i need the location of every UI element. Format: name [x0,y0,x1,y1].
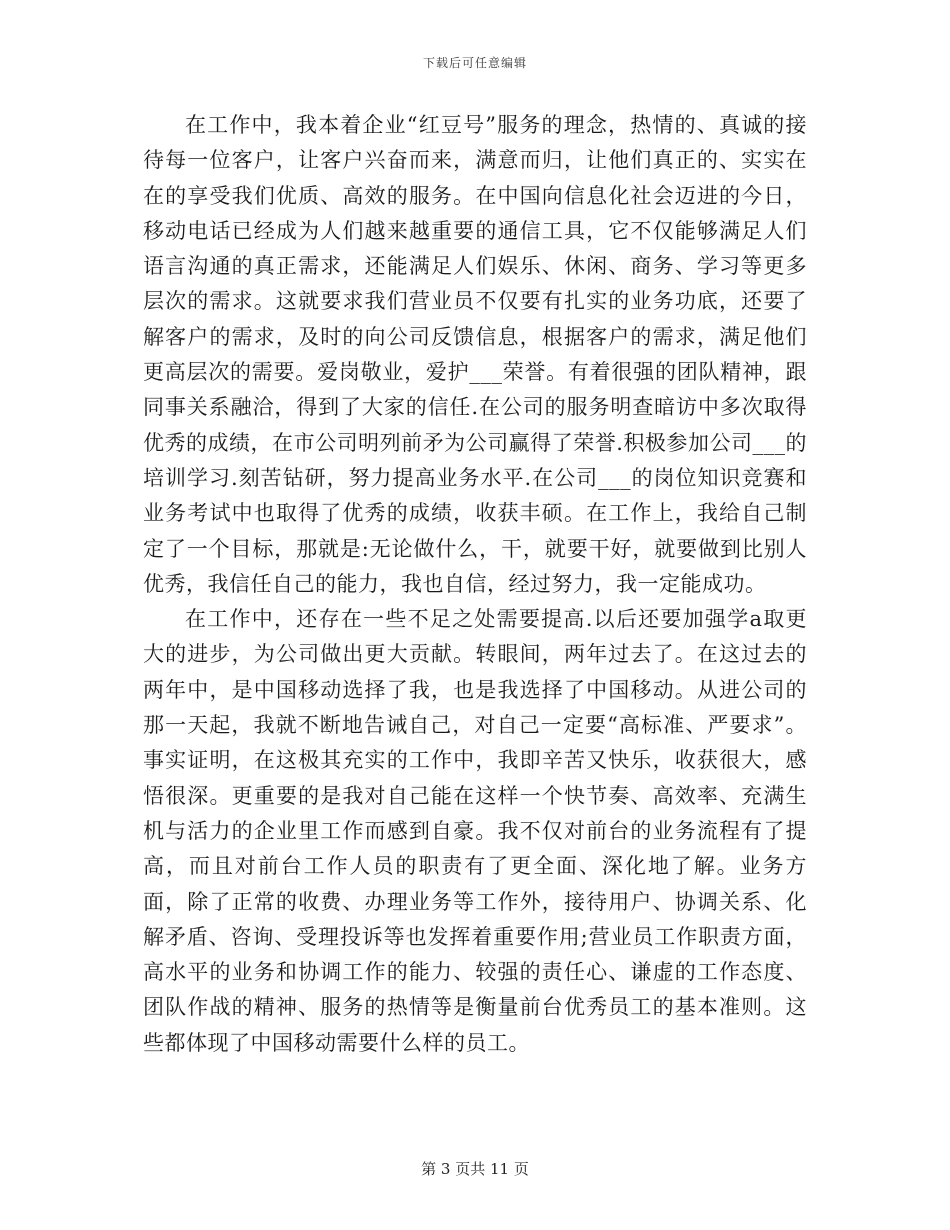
paragraph-2: 在工作中，还存在一些不足之处需要提高.以后还要加强学a取更大的进步，为公司做出更大贡献。转眼间，两年过去了。在这过去的两年中，是中国移动选择了我，也是我选择了中国移动。从进公司的那一天起，我就不断地告诫自己，对自己一定要“高标准、严要求”。事实证明，在这极其充实的工作中，我即辛苦又快乐，收获很大，感悟很深。更重要的是我对自己能在这样一个快节奏、高效率、充满生机与活力的企业里工作而感到自豪。我不仅对前台的业务流程有了提高，而且对前台工作人员的职责有了更全面、深化地了解。业务方面，除了正常的收费、办理业务等工作外，接待用户、协调关系、化解矛盾、咨询、受理投诉等也发挥着重要作用;营业员工作职责方面，高水平的业务和协调工作的能力、较强的责任心、谦虚的工作态度、团队作战的精神、服务的热情等是衡量前台优秀员工的基本准则。这些都体现了中国移动需要什么样的员工。 [143,607,807,1055]
paragraph-1: 在工作中，我本着企业“红豆号”服务的理念，热情的、真诚的接待每一位客户，让客户兴奋而来，满意而归，让他们真正的、实实在在的享受我们优质、高效的服务。在中国向信息化社会迈进的今日，移动电话已经成为人们越来越重要的通信工具，它不仅能够满足人们语言沟通的真正需求，还能满足人们娱乐、休闲、商务、学习等更多层次的需求。这就要求我们营业员不仅要有扎实的业务功底，还要了解客户的需求，及时的向公司反馈信息，根据客户的需求，满足他们更高层次的需要。爱岗敬业，爱护___荣誉。有着很强的团队精神，跟同事关系融洽，得到了大家的信任.在公司的服务明查暗访中多次取得优秀的成绩，在市公司明列前矛为公司赢得了荣誉.积极参加公司___的培训学习.刻苦钻研，努力提高业务水平.在公司___的岗位知识竞赛和业务考试中也取得了优秀的成绩，收获丰硕。在工作上，我给自己制定了一个目标，那就是:无论做什么，干，就要干好，就要做到比别人优秀，我信任自己的能力，我也自信，经过努力，我一定能成功。 [143,113,807,596]
page-number-footer: 第 3 页共 11 页 [421,1160,529,1178]
document-body [143,108,807,1061]
page-header: 下载后可任意编辑 [422,56,527,70]
